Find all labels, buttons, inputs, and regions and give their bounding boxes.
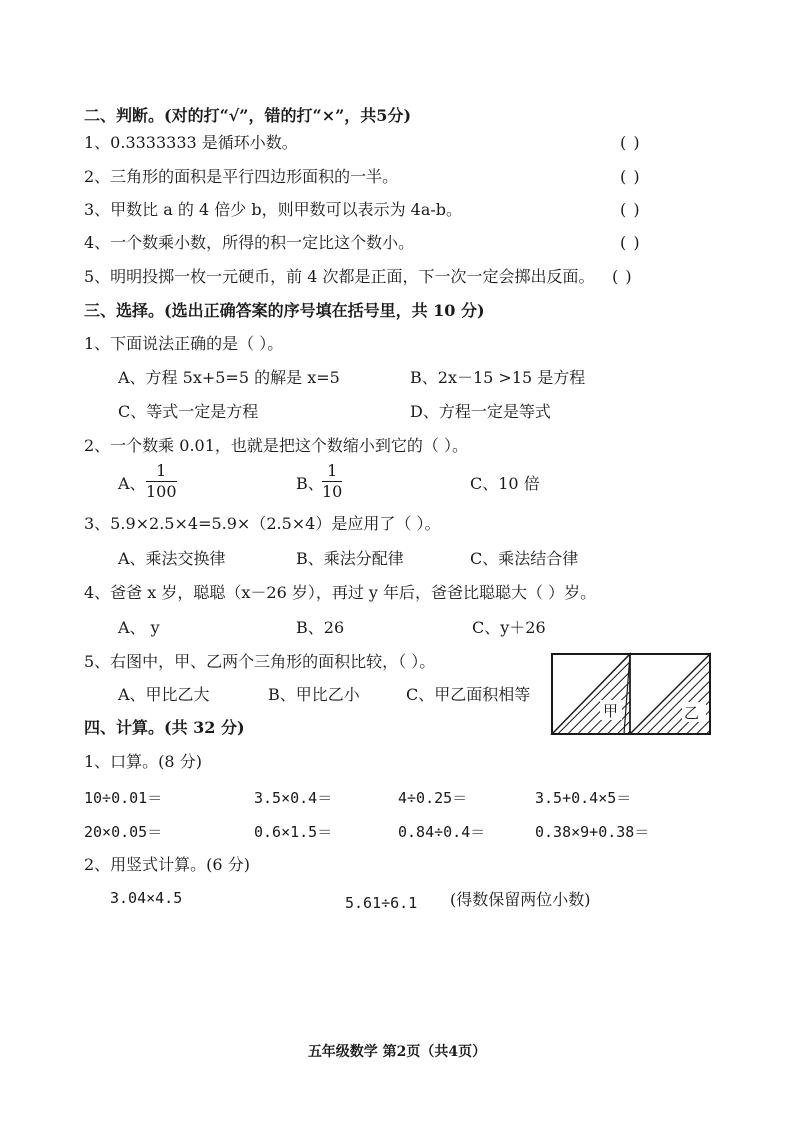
answer-paren[interactable]: ( ) xyxy=(620,233,641,252)
choice-q2-option-b-fraction xyxy=(322,462,342,501)
choice-q1-option-a[interactable]: A、方程 5x+5=5 的解是 x=5 xyxy=(118,368,340,387)
fraction-denominator: 10 xyxy=(322,482,343,501)
choice-q4-option-c[interactable]: C、y＋26 xyxy=(472,618,546,637)
choice-q5-option-a[interactable]: A、甲比乙大 xyxy=(118,685,210,704)
choice-q1-option-b[interactable]: B、2x－15 >15 是方程 xyxy=(410,368,586,387)
answer-paren[interactable]: ( ) xyxy=(620,133,641,152)
oral-calc-title: 1、口算。(8 分) xyxy=(84,752,202,771)
page-footer: 五年级数学 第2页（共4页） xyxy=(307,1044,487,1060)
answer-paren[interactable]: ( ) xyxy=(620,167,641,186)
triangle-comparison-figure xyxy=(550,652,712,736)
choice-q2-stem: 2、一个数乘 0.01，也就是把这个数缩小到它的（ ）。 xyxy=(84,436,468,455)
choice-q2-option-b-prefix[interactable]: B、 xyxy=(296,474,324,493)
answer-paren[interactable]: ( ) xyxy=(612,267,633,286)
triangle-jia xyxy=(552,654,630,734)
fraction-numerator: 1 xyxy=(327,461,338,480)
oral-problem: 0.6×1.5＝ xyxy=(254,823,333,841)
choice-q2-option-a-prefix[interactable]: A、 xyxy=(118,474,146,493)
choice-q1-option-c[interactable]: C、等式一定是方程 xyxy=(118,402,259,421)
label-yi: 乙 xyxy=(684,704,700,722)
choice-q2-option-a-fraction xyxy=(146,462,177,501)
section4-title: 四、计算。(共 32 分) xyxy=(84,718,245,737)
choice-q3-option-c[interactable]: C、乘法结合律 xyxy=(470,549,579,568)
vertical-problem-2: 5.61÷6.1 xyxy=(345,894,418,912)
oral-problem: 20×0.05＝ xyxy=(84,823,163,841)
section2-title: 二、判断。(对的打“√”，错的打“×”，共5分) xyxy=(84,106,412,125)
judge-item-4: 4、一个数乘小数，所得的积一定比这个数小。 xyxy=(84,233,415,252)
choice-q3-option-b[interactable]: B、乘法分配律 xyxy=(296,549,404,568)
fraction-numerator: 1 xyxy=(156,461,167,480)
choice-q1-option-d[interactable]: D、方程一定是等式 xyxy=(410,402,551,421)
vertical-problem-2-note: (得数保留两位小数) xyxy=(450,890,591,909)
choice-q3-option-a[interactable]: A、乘法交换律 xyxy=(118,549,226,568)
answer-paren[interactable]: ( ) xyxy=(620,200,641,219)
vertical-calc-title: 2、用竖式计算。(6 分) xyxy=(84,855,250,874)
oral-problem: 0.38×9+0.38＝ xyxy=(535,823,650,841)
choice-q5-option-c[interactable]: C、甲乙面积相等 xyxy=(406,685,531,704)
choice-q4-stem: 4、爸爸 x 岁，聪聪（x－26 岁），再过 y 年后，爸爸比聪聪大（ ）岁。 xyxy=(84,583,597,602)
judge-item-1: 1、0.3333333 是循环小数。 xyxy=(84,133,298,152)
choice-q3-stem: 3、5.9×2.5×4=5.9×（2.5×4）是应用了（ ）。 xyxy=(84,514,441,533)
choice-q4-option-b[interactable]: B、26 xyxy=(296,618,345,637)
oral-problem: 3.5+0.4×5＝ xyxy=(535,789,632,807)
choice-q4-option-a[interactable]: A、 y xyxy=(118,618,160,637)
choice-q2-option-c[interactable]: C、10 倍 xyxy=(470,474,540,493)
choice-q5-stem: 5、右图中，甲、乙两个三角形的面积比较，（ ）。 xyxy=(84,652,436,671)
judge-item-3: 3、甲数比 a 的 4 倍少 b，则甲数可以表示为 4a-b。 xyxy=(84,200,463,219)
oral-problem: 4÷0.25＝ xyxy=(398,789,468,807)
choice-q5-option-b[interactable]: B、甲比乙小 xyxy=(268,685,360,704)
oral-problem: 0.84÷0.4＝ xyxy=(398,823,486,841)
judge-item-2: 2、三角形的面积是平行四边形面积的一半。 xyxy=(84,167,399,186)
section3-title: 三、选择。(选出正确答案的序号填在括号里，共 10 分) xyxy=(84,301,485,320)
label-jia: 甲 xyxy=(603,702,619,720)
oral-problem: 3.5×0.4＝ xyxy=(254,789,333,807)
oral-problem: 10÷0.01＝ xyxy=(84,789,163,807)
fraction-denominator: 100 xyxy=(146,482,177,501)
vertical-problem-1: 3.04×4.5 xyxy=(110,889,183,907)
judge-item-5: 5、明明投掷一枚一元硬币，前 4 次都是正面，下一次一定会掷出反面。 xyxy=(84,267,595,286)
choice-q1-stem: 1、下面说法正确的是（ ）。 xyxy=(84,334,284,353)
